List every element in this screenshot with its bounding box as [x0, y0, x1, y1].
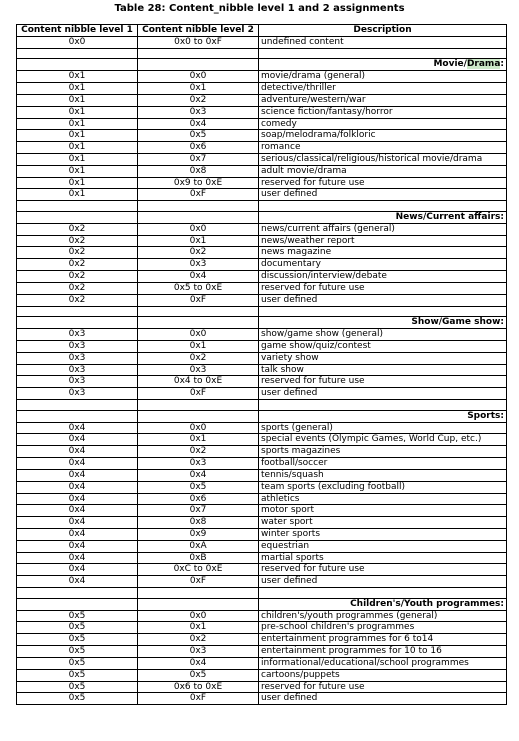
level1-cell: 0x3 — [17, 376, 138, 388]
blank-cell — [138, 48, 259, 59]
blank-cell — [259, 201, 507, 212]
level2-cell: 0x7 — [138, 505, 259, 517]
description-cell: athletics — [259, 493, 507, 505]
level1-cell: 0x3 — [17, 329, 138, 341]
level1-cell: 0x0 — [17, 36, 138, 48]
level1-cell: 0x5 — [17, 681, 138, 693]
blank-cell — [17, 306, 138, 317]
level2-cell: 0x2 — [138, 634, 259, 646]
table-row — [17, 271, 507, 283]
table-row — [17, 576, 507, 588]
table-row — [17, 446, 507, 458]
level1-cell: 0x4 — [17, 517, 138, 529]
blank-cell — [17, 588, 138, 599]
level1-cell: 0x1 — [17, 177, 138, 189]
table-row — [17, 94, 507, 106]
table-row — [17, 646, 507, 658]
table-row — [17, 669, 507, 681]
table-row — [17, 564, 507, 576]
description-cell: user defined — [259, 576, 507, 588]
level2-cell: 0x0 — [138, 71, 259, 83]
blank-cell — [138, 410, 259, 422]
blank-cell — [138, 598, 259, 610]
description-cell: cartoons/puppets — [259, 669, 507, 681]
blank-cell — [17, 212, 138, 224]
level2-cell: 0x0 — [138, 610, 259, 622]
blank-row — [17, 400, 507, 411]
level2-cell: 0x2 — [138, 94, 259, 106]
header-description: Description — [259, 25, 507, 37]
table-row — [17, 458, 507, 470]
table-row — [17, 434, 507, 446]
description-cell: user defined — [259, 189, 507, 201]
level1-cell: 0x4 — [17, 505, 138, 517]
table-row — [17, 364, 507, 376]
level1-cell: 0x4 — [17, 458, 138, 470]
level2-cell: 0x2 — [138, 352, 259, 364]
table-row — [17, 388, 507, 400]
level2-cell: 0x3 — [138, 364, 259, 376]
level2-cell: 0xB — [138, 552, 259, 564]
table-caption: Table 28: Content_nibble level 1 and 2 assignments — [114, 3, 405, 14]
level2-cell: 0x4 — [138, 118, 259, 130]
level2-cell: 0x5 — [138, 130, 259, 142]
section-header-row — [17, 59, 507, 71]
table-row — [17, 153, 507, 165]
level1-cell: 0x1 — [17, 94, 138, 106]
blank-cell — [17, 59, 138, 71]
level1-cell: 0x5 — [17, 634, 138, 646]
description-cell: user defined — [259, 294, 507, 306]
level1-cell: 0x4 — [17, 493, 138, 505]
description-cell: football/soccer — [259, 458, 507, 470]
content-nibble-table — [16, 24, 507, 705]
blank-cell — [17, 598, 138, 610]
section-title-text: Movie/ — [433, 59, 467, 70]
level2-cell: 0x9 to 0xE — [138, 177, 259, 189]
description-cell: talk show — [259, 364, 507, 376]
description-cell: science fiction/fantasy/horror — [259, 106, 507, 118]
table-row — [17, 376, 507, 388]
table-row — [17, 681, 507, 693]
table-row — [17, 422, 507, 434]
level2-cell: 0x7 — [138, 153, 259, 165]
level2-cell: 0x4 — [138, 657, 259, 669]
description-cell: entertainment programmes for 10 to 16 — [259, 646, 507, 658]
section-title — [259, 212, 507, 224]
table-row — [17, 493, 507, 505]
description-cell: reserved for future use — [259, 564, 507, 576]
level1-cell: 0x4 — [17, 576, 138, 588]
level1-cell: 0x2 — [17, 247, 138, 259]
level2-cell: 0x4 — [138, 469, 259, 481]
table-row — [17, 552, 507, 564]
level2-cell: 0x5 to 0xE — [138, 282, 259, 294]
level2-cell: 0xF — [138, 294, 259, 306]
level2-cell: 0x1 — [138, 434, 259, 446]
description-cell: pre-school children's programmes — [259, 622, 507, 634]
level2-cell: 0x3 — [138, 259, 259, 271]
section-header-row — [17, 212, 507, 224]
level2-cell: 0x6 — [138, 493, 259, 505]
level1-cell: 0x1 — [17, 189, 138, 201]
section-title-text: Sports: — [467, 410, 504, 421]
level1-cell: 0x2 — [17, 235, 138, 247]
level2-cell: 0x0 — [138, 223, 259, 235]
description-cell: discussion/interview/debate — [259, 271, 507, 283]
table-row — [17, 118, 507, 130]
table-row — [17, 106, 507, 118]
level2-cell: 0x0 — [138, 329, 259, 341]
table-row — [17, 622, 507, 634]
level1-cell: 0x2 — [17, 223, 138, 235]
table-row — [17, 235, 507, 247]
level1-cell: 0x3 — [17, 388, 138, 400]
level1-cell: 0x1 — [17, 106, 138, 118]
blank-cell — [17, 410, 138, 422]
level1-cell: 0x1 — [17, 71, 138, 83]
table-row — [17, 130, 507, 142]
table-row — [17, 36, 507, 48]
description-cell: tennis/squash — [259, 469, 507, 481]
table-row — [17, 340, 507, 352]
description-cell: winter sports — [259, 528, 507, 540]
level1-cell: 0x3 — [17, 364, 138, 376]
level2-cell: 0x1 — [138, 235, 259, 247]
blank-cell — [138, 400, 259, 411]
level1-cell: 0x4 — [17, 434, 138, 446]
description-cell: user defined — [259, 693, 507, 705]
level1-cell: 0x5 — [17, 657, 138, 669]
blank-row — [17, 588, 507, 599]
description-cell: equestrian — [259, 540, 507, 552]
description-cell: motor sport — [259, 505, 507, 517]
description-cell: children's/youth programmes (general) — [259, 610, 507, 622]
description-cell: documentary — [259, 259, 507, 271]
description-cell: detective/thriller — [259, 83, 507, 95]
level1-cell: 0x2 — [17, 282, 138, 294]
level2-cell: 0x1 — [138, 83, 259, 95]
level2-cell: 0x5 — [138, 481, 259, 493]
level1-cell: 0x4 — [17, 481, 138, 493]
header-level2: Content nibble level 2 — [138, 25, 259, 37]
table-row — [17, 259, 507, 271]
header-row — [17, 25, 507, 37]
level2-cell: 0x8 — [138, 517, 259, 529]
level1-cell: 0x4 — [17, 564, 138, 576]
blank-cell — [17, 201, 138, 212]
description-cell: variety show — [259, 352, 507, 364]
level2-cell: 0xF — [138, 189, 259, 201]
section-title-text: Show/Game show: — [411, 317, 504, 328]
level2-cell: 0x8 — [138, 165, 259, 177]
table-row — [17, 528, 507, 540]
table-row — [17, 247, 507, 259]
level2-cell: 0x1 — [138, 340, 259, 352]
section-title-highlight: Drama — [466, 59, 501, 70]
level2-cell: 0x3 — [138, 458, 259, 470]
table-row — [17, 282, 507, 294]
description-cell: soap/melodrama/folkloric — [259, 130, 507, 142]
section-header-row — [17, 410, 507, 422]
description-cell: show/game show (general) — [259, 329, 507, 341]
description-cell: entertainment programmes for 6 to14 — [259, 634, 507, 646]
blank-row — [17, 306, 507, 317]
description-cell: reserved for future use — [259, 376, 507, 388]
level1-cell: 0x5 — [17, 622, 138, 634]
description-cell: reserved for future use — [259, 282, 507, 294]
level2-cell: 0x0 to 0xF — [138, 36, 259, 48]
description-cell: romance — [259, 142, 507, 154]
table-row — [17, 610, 507, 622]
description-cell: comedy — [259, 118, 507, 130]
description-cell: serious/classical/religious/historical movie/drama — [259, 153, 507, 165]
blank-cell — [138, 201, 259, 212]
level1-cell: 0x1 — [17, 142, 138, 154]
description-cell: news/current affairs (general) — [259, 223, 507, 235]
table-row — [17, 481, 507, 493]
section-title — [259, 317, 507, 329]
table-row — [17, 469, 507, 481]
level1-cell: 0x4 — [17, 552, 138, 564]
blank-cell — [17, 317, 138, 329]
level2-cell: 0x4 — [138, 271, 259, 283]
table-row — [17, 223, 507, 235]
level2-cell: 0x9 — [138, 528, 259, 540]
table-row — [17, 83, 507, 95]
level1-cell: 0x4 — [17, 469, 138, 481]
description-cell: water sport — [259, 517, 507, 529]
table-row — [17, 693, 507, 705]
table-row — [17, 71, 507, 83]
description-cell: news magazine — [259, 247, 507, 259]
level1-cell: 0x2 — [17, 271, 138, 283]
section-header-row — [17, 598, 507, 610]
level1-cell: 0x4 — [17, 528, 138, 540]
level2-cell: 0x0 — [138, 422, 259, 434]
level2-cell: 0xF — [138, 693, 259, 705]
blank-cell — [138, 317, 259, 329]
level1-cell: 0x1 — [17, 118, 138, 130]
level2-cell: 0xF — [138, 576, 259, 588]
level1-cell: 0x5 — [17, 693, 138, 705]
section-title — [259, 598, 507, 610]
table-row — [17, 505, 507, 517]
level2-cell: 0x5 — [138, 669, 259, 681]
table-row — [17, 142, 507, 154]
description-cell: movie/drama (general) — [259, 71, 507, 83]
description-cell: game show/quiz/contest — [259, 340, 507, 352]
table-row — [17, 189, 507, 201]
level1-cell: 0x1 — [17, 83, 138, 95]
level1-cell: 0x3 — [17, 340, 138, 352]
description-cell: undefined content — [259, 36, 507, 48]
table-row — [17, 352, 507, 364]
header-level1: Content nibble level 1 — [17, 25, 138, 37]
section-header-row — [17, 317, 507, 329]
description-cell: informational/educational/school programmes — [259, 657, 507, 669]
table-row — [17, 634, 507, 646]
level1-cell: 0x1 — [17, 165, 138, 177]
table-row — [17, 329, 507, 341]
level1-cell: 0x2 — [17, 259, 138, 271]
level2-cell: 0x6 — [138, 142, 259, 154]
level2-cell: 0x3 — [138, 646, 259, 658]
blank-cell — [138, 212, 259, 224]
blank-row — [17, 201, 507, 212]
table-row — [17, 540, 507, 552]
description-cell: martial sports — [259, 552, 507, 564]
section-title-text: Children's/Youth programmes: — [350, 598, 504, 609]
table-row — [17, 657, 507, 669]
level1-cell: 0x5 — [17, 610, 138, 622]
level2-cell: 0x2 — [138, 446, 259, 458]
description-cell: sports magazines — [259, 446, 507, 458]
blank-cell — [17, 400, 138, 411]
table-row — [17, 177, 507, 189]
level1-cell: 0x1 — [17, 130, 138, 142]
description-cell: special events (Olympic Games, World Cup, etc.) — [259, 434, 507, 446]
description-cell: sports (general) — [259, 422, 507, 434]
level2-cell: 0x2 — [138, 247, 259, 259]
level1-cell: 0x1 — [17, 153, 138, 165]
section-title — [259, 59, 507, 71]
level2-cell: 0x3 — [138, 106, 259, 118]
blank-cell — [138, 588, 259, 599]
level2-cell: 0x1 — [138, 622, 259, 634]
description-cell: team sports (excluding football) — [259, 481, 507, 493]
level1-cell: 0x5 — [17, 646, 138, 658]
level2-cell: 0x6 to 0xE — [138, 681, 259, 693]
table-row — [17, 294, 507, 306]
level2-cell: 0xC to 0xE — [138, 564, 259, 576]
description-cell: user defined — [259, 388, 507, 400]
description-cell: news/weather report — [259, 235, 507, 247]
table-row — [17, 517, 507, 529]
level1-cell: 0x4 — [17, 540, 138, 552]
level1-cell: 0x3 — [17, 352, 138, 364]
description-cell: reserved for future use — [259, 177, 507, 189]
section-title-suffix: : — [500, 59, 504, 70]
blank-row — [17, 48, 507, 59]
blank-cell — [259, 48, 507, 59]
blank-cell — [138, 306, 259, 317]
blank-cell — [259, 588, 507, 599]
level2-cell: 0xA — [138, 540, 259, 552]
blank-cell — [138, 59, 259, 71]
section-title — [259, 410, 507, 422]
level2-cell: 0xF — [138, 388, 259, 400]
table-row — [17, 165, 507, 177]
level1-cell: 0x4 — [17, 422, 138, 434]
blank-cell — [259, 400, 507, 411]
description-cell: reserved for future use — [259, 681, 507, 693]
level1-cell: 0x5 — [17, 669, 138, 681]
level1-cell: 0x2 — [17, 294, 138, 306]
section-title-text: News/Current affairs: — [395, 212, 504, 222]
level1-cell: 0x4 — [17, 446, 138, 458]
level2-cell: 0x4 to 0xE — [138, 376, 259, 388]
description-cell: adventure/western/war — [259, 94, 507, 106]
blank-cell — [259, 306, 507, 317]
blank-cell — [17, 48, 138, 59]
description-cell: adult movie/drama — [259, 165, 507, 177]
